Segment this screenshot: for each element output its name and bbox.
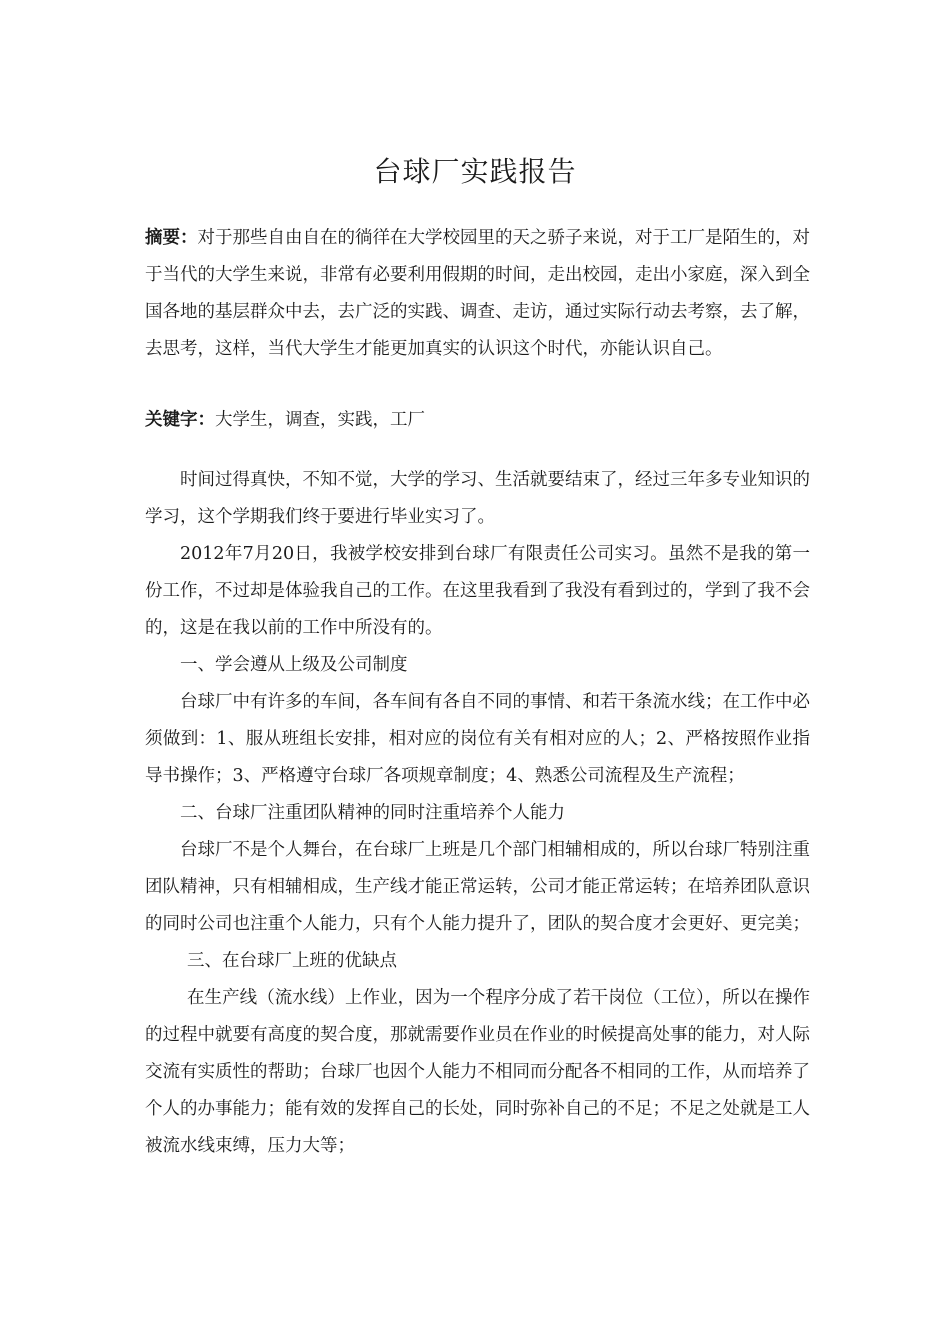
keywords-label: 关键字： xyxy=(145,410,215,430)
abstract-text: 对于那些自由自在的徜徉在大学校园里的天之骄子来说，对于工厂是陌生的，对于当代的大学生来说，非常有必要利用假期的时间，走出校园，走出小家庭，深入到全国各地的基层群众中去，去广泛的实践、调查、走访，通过实际行动去考察，去了解，去思考，这样，当代大学生才能更加真实的认识这个时代，亦能认识自己。 xyxy=(145,228,810,359)
abstract-section xyxy=(145,220,810,368)
paragraph: 时间过得真快，不知不觉，大学的学习、生活就要结束了，经过三年多专业知识的学习，这个学期我们终于要进行毕业实习了。 xyxy=(145,470,810,527)
keywords-text: 大学生，调查，实践，工厂 xyxy=(215,410,425,430)
paragraph: 台球厂中有许多的车间，各车间有各自不同的事情、和若干条流水线；在工作中必须做到：1、服从班组长安排，相对应的岗位有关有相对应的人；2、严格按照作业指导书操作；3、严格遵守台球厂各项规章制度；4、熟悉公司流程及生产流程； xyxy=(145,692,810,786)
paragraph: 台球厂不是个人舞台，在台球厂上班是几个部门相辅相成的，所以台球厂特别注重团队精神，只有相辅相成，生产线才能正常运转，公司才能正常运转；在培养团队意识的同时公司也注重个人能力，只有个人能力提升了，团队的契合度才会更好、更完美； xyxy=(145,840,810,934)
section-heading: 二、台球厂注重团队精神的同时注重培养个人能力 xyxy=(180,803,565,823)
paragraph: 在生产线（流水线）上作业，因为一个程序分成了若干岗位（工位），所以在操作的过程中就要有高度的契合度，那就需要作业员在作业的时候提高处事的能力，对人际交流有实质性的帮助；台球厂也因个人能力不相同而分配各不相同的工作，从而培养了个人的办事能力；能有效的发挥自己的长处，同时弥补自己的不足；不足之处就是工人被流水线束缚，压力大等； xyxy=(145,988,810,1156)
body-text xyxy=(145,462,810,1165)
document-title: 台球厂实践报告 xyxy=(373,155,577,188)
keywords-section xyxy=(145,402,810,439)
section-heading: 三、在台球厂上班的优缺点 xyxy=(187,951,397,971)
abstract-label: 摘要： xyxy=(145,228,198,248)
section-heading: 一、学会遵从上级及公司制度 xyxy=(180,655,408,675)
paragraph: 2012年7月20日，我被学校安排到台球厂有限责任公司实习。虽然不是我的第一份工作，不过却是体验我自己的工作。在这里我看到了我没有看到过的，学到了我不会的，这是在我以前的工作中所没有的。 xyxy=(145,544,810,638)
